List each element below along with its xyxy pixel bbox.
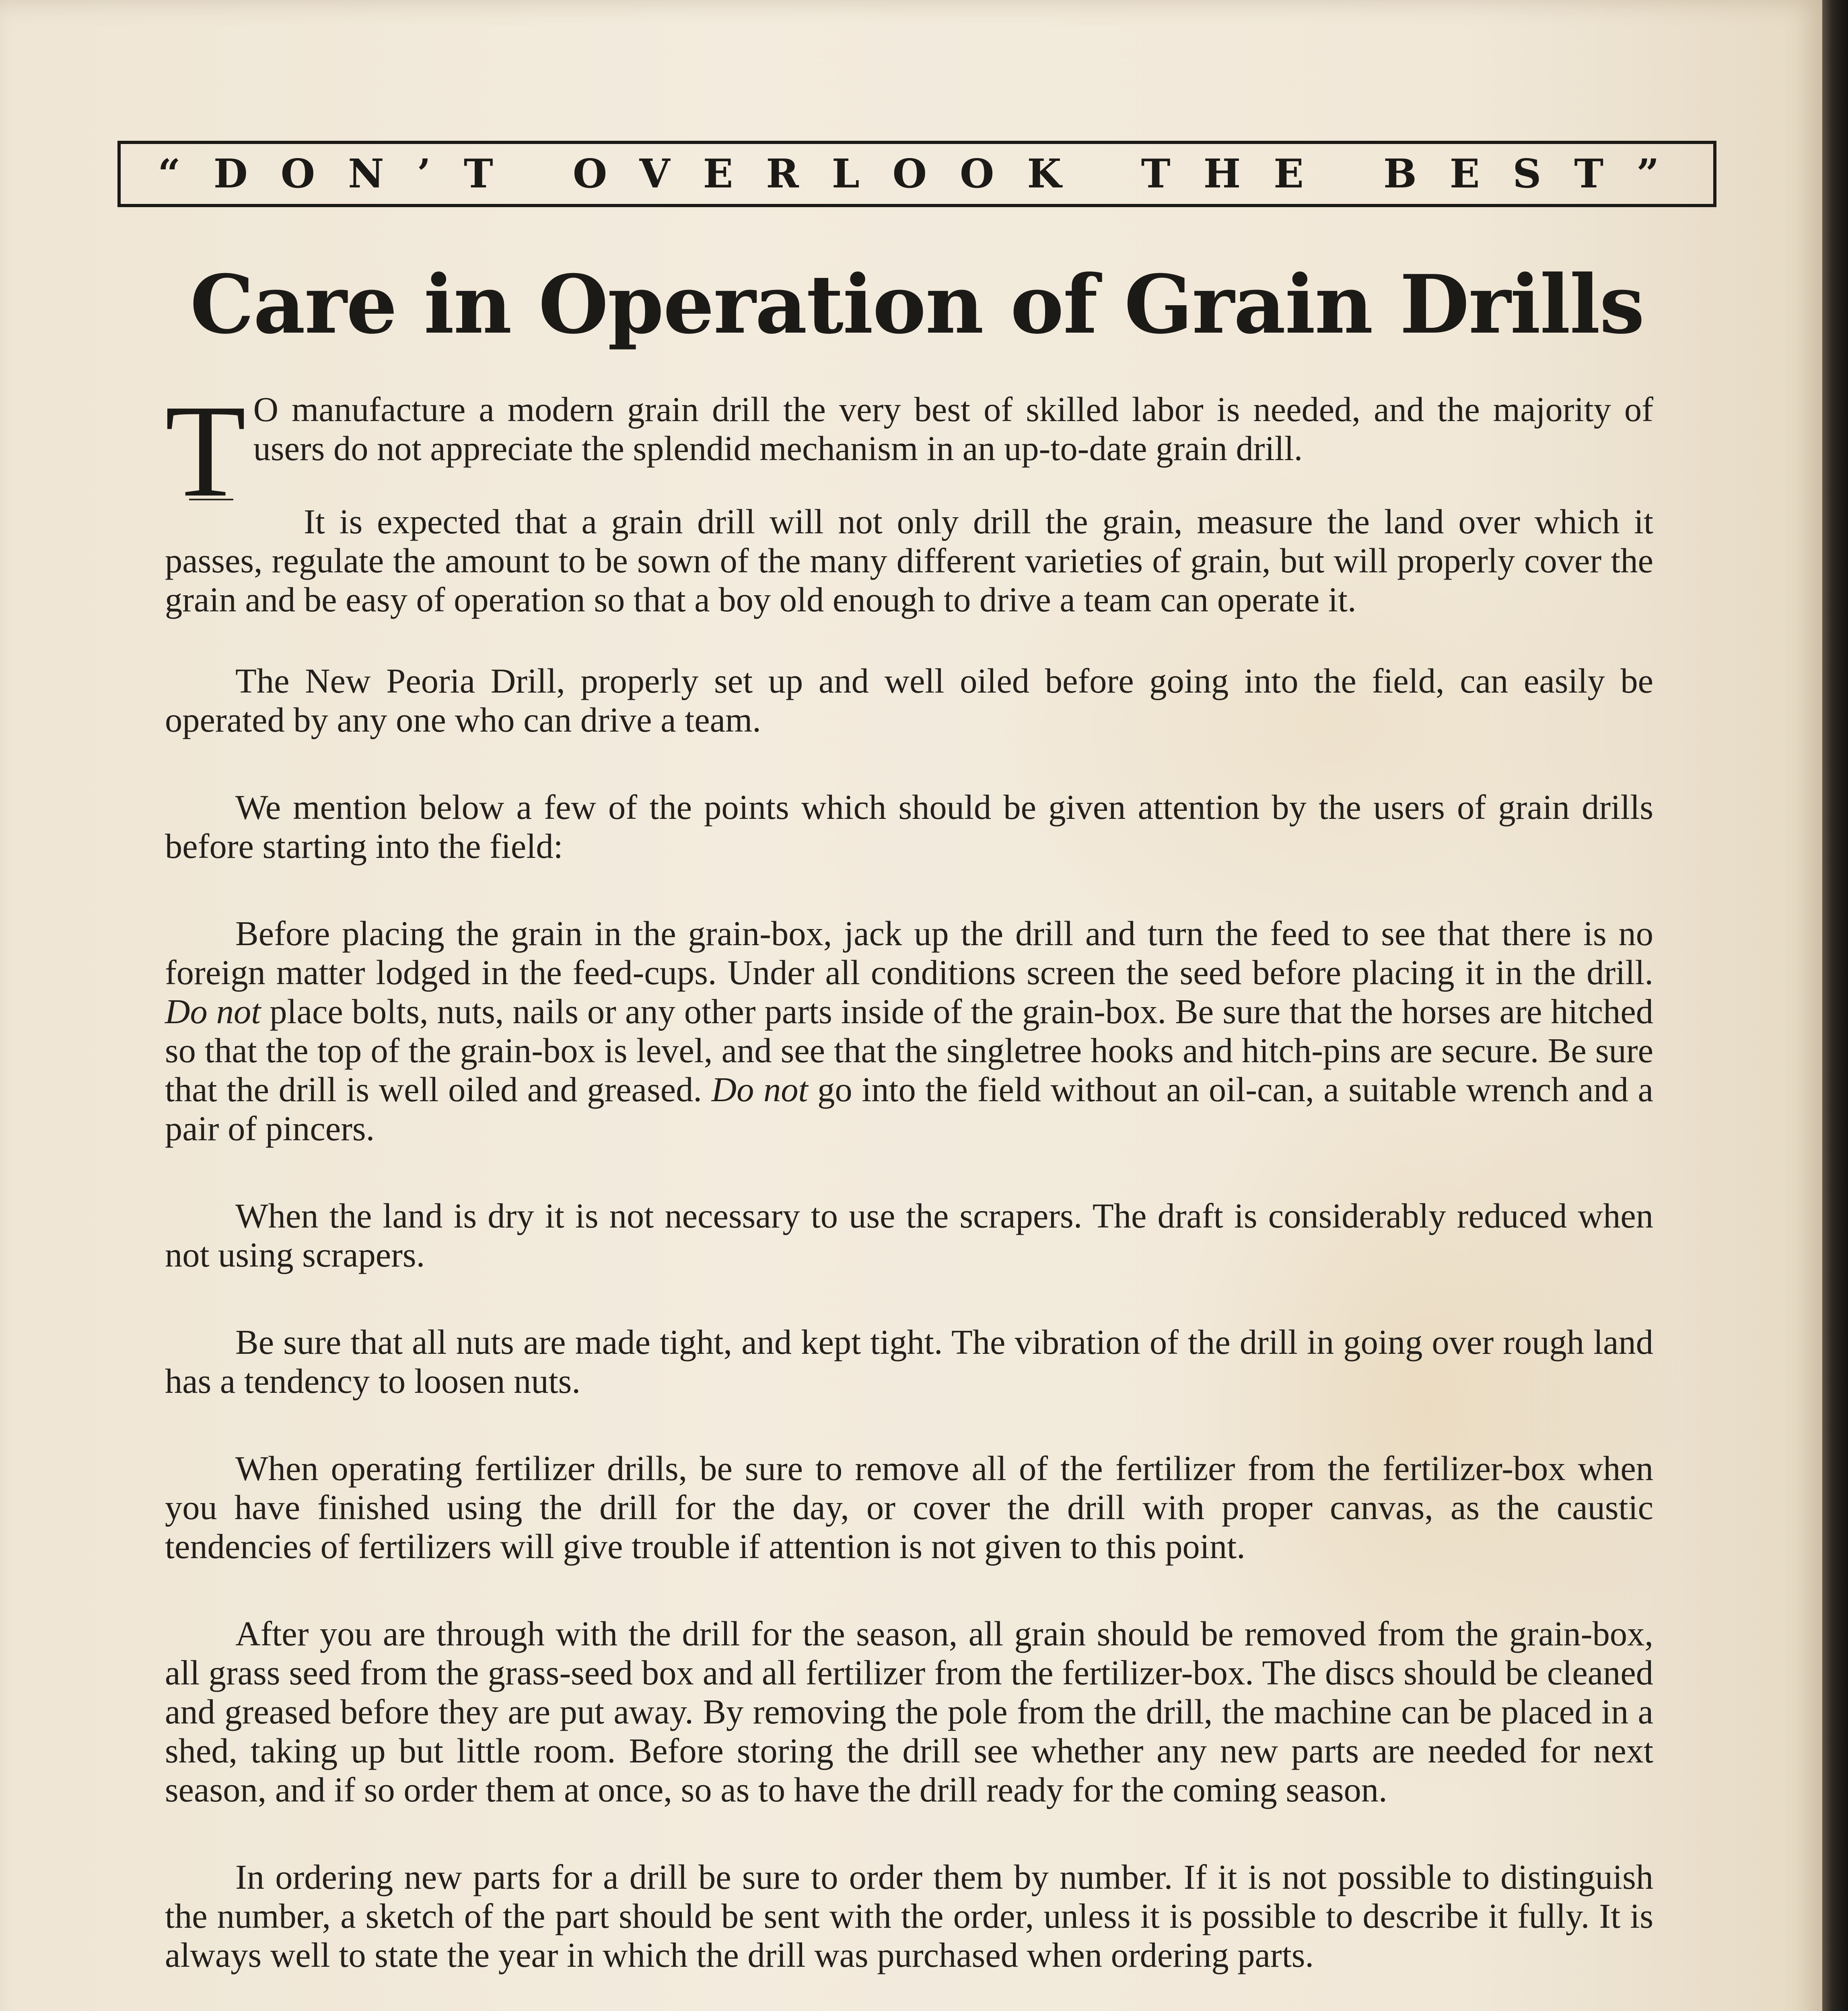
text-segment: Before placing the grain in the grain-box, jack up the drill and turn the feed to see that there is no foreign matter lodged in the feed-cups. Under all conditions screen the seed before placing it in the drill. bbox=[165, 914, 1653, 992]
paragraph-points-intro: We mention below a few of the points which should be given attention by the users of grain drills before starting into the field: bbox=[165, 788, 1653, 866]
paragraph-scrapers: When the land is dry it is not necessary to use the scrapers. The draft is considerably reduced when not using scrapers. bbox=[165, 1197, 1653, 1274]
page-title: Care in Operation of Grain Drills bbox=[190, 257, 1644, 352]
paragraph-end-of-season: After you are through with the drill for the season, all grain should be removed from the grain-box, all grass seed from the grass-seed box and all fertilizer from the fertilizer-box. The discs should be cleaned and greased before they are put away. By removing the pole from the drill, the machine can be placed in a shed, taking up but little room. Before storing the drill see whether any new parts are needed for next season, and if so order them at once, so as to have the drill ready for the coming season. bbox=[165, 1614, 1653, 1809]
paragraph-ordering-parts: In ordering new parts for a drill be sure to order them by number. If it is not possible to distinguish the number, a sketch of the part should be sent with the order, unless it is possible to describe it fully. It is always well to state the year in which the drill was purchased when ordering parts. bbox=[165, 1858, 1653, 1974]
slogan-text: “DON’T OVERLOOK THE BEST” bbox=[158, 151, 1692, 197]
intro-text: O manufacture a modern grain drill the very best of skilled labor is needed, and the majority of users do not appreciate the splendid mechanism in an up-to-date grain drill. bbox=[253, 390, 1653, 468]
paragraph-expectations: It is expected that a grain drill will not only drill the grain, measure the land over which it passes, regulate the amount to be sown of the many different varieties of grain, but will properly cover the grain and be easy of operation so that a boy old enough to drive a team can operate it. bbox=[165, 502, 1653, 619]
text-segment: place bolts, nuts, nails or any other parts inside of the grain-box. Be sure that the horses are hitched so that the top of the grain-box is level, and see that the singletree hooks and hitch-pins are secure. Be sure that the drill is well oiled and greased. bbox=[165, 992, 1654, 1109]
text-segment: go into the field without an oil-can, a suitable wrench and a pair of pincers. bbox=[165, 1070, 1654, 1148]
paragraph-nuts: Be sure that all nuts are made tight, and kept tight. The vibration of the drill in going over rough land has a tendency to loosen nuts. bbox=[165, 1323, 1653, 1400]
emphasis-do-not: Do not bbox=[711, 1070, 808, 1109]
drop-cap: T bbox=[165, 378, 246, 524]
paragraph-fertilizer: When operating fertilizer drills, be sure to remove all of the fertilizer from the fertilizer-box when you have finished using the drill for the day, or cover the drill with proper canvas, as the caustic tendencies of fertilizers will give trouble if attention is not given to this point. bbox=[165, 1449, 1653, 1566]
intro-paragraph bbox=[165, 378, 1653, 524]
article-body bbox=[165, 378, 1654, 2011]
paragraph-before-placing-grain bbox=[165, 914, 1653, 1148]
slogan-banner bbox=[117, 141, 1716, 207]
paragraph-new-peoria-drill: The New Peoria Drill, properly set up and well oiled before going into the field, can easily be operated by any one who can drive a team. bbox=[165, 662, 1653, 739]
binding-edge bbox=[1822, 0, 1848, 2011]
emphasis-do-not: Do not bbox=[165, 992, 261, 1031]
